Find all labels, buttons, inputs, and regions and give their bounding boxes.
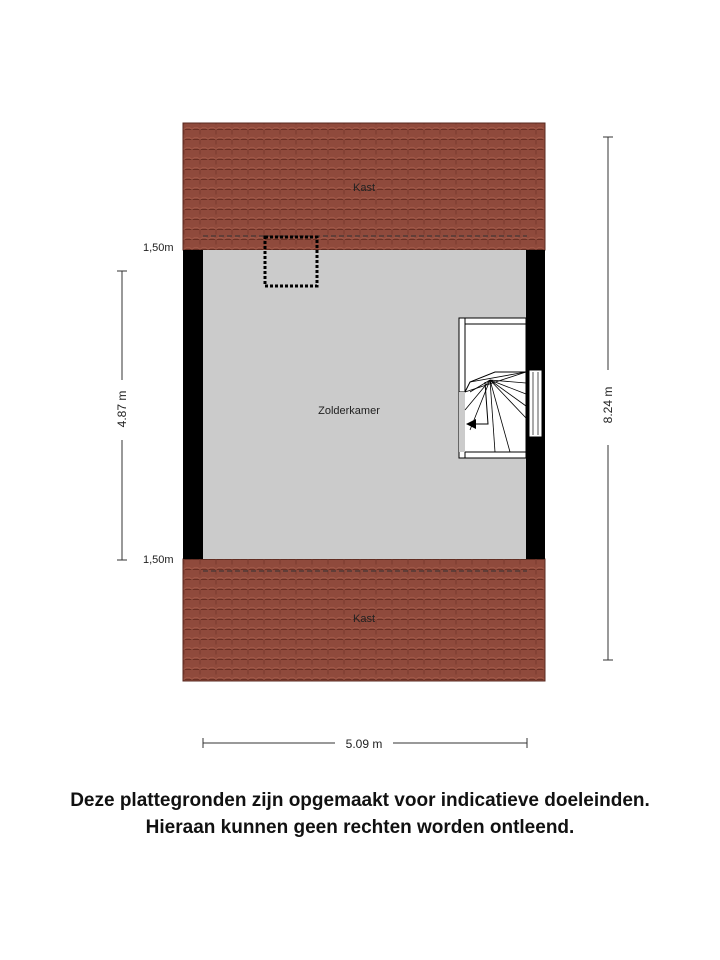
knee-height-label-bottom: 1,50m	[143, 554, 174, 566]
dimension-label-inner-length: 4.87 m	[115, 390, 129, 428]
staircase	[459, 318, 526, 458]
window	[529, 370, 542, 437]
disclaimer-line-2: Hieraan kunnen geen rechten worden ontleend.	[145, 817, 575, 838]
wall-left	[183, 250, 203, 559]
room-label-zolderkamer: Zolderkamer	[318, 405, 380, 417]
knee-height-label-top: 1,50m	[143, 242, 174, 254]
dimension-label-width: 5.09 m	[345, 737, 383, 751]
dimension-label-length: 8.24 m	[601, 386, 615, 424]
disclaimer-line-1: Deze plattegronden zijn opgemaakt voor indicatieve doeleinden.	[70, 790, 650, 811]
room-label-kast-bottom: Kast	[352, 613, 376, 625]
room-label-kast-top: Kast	[352, 182, 376, 194]
